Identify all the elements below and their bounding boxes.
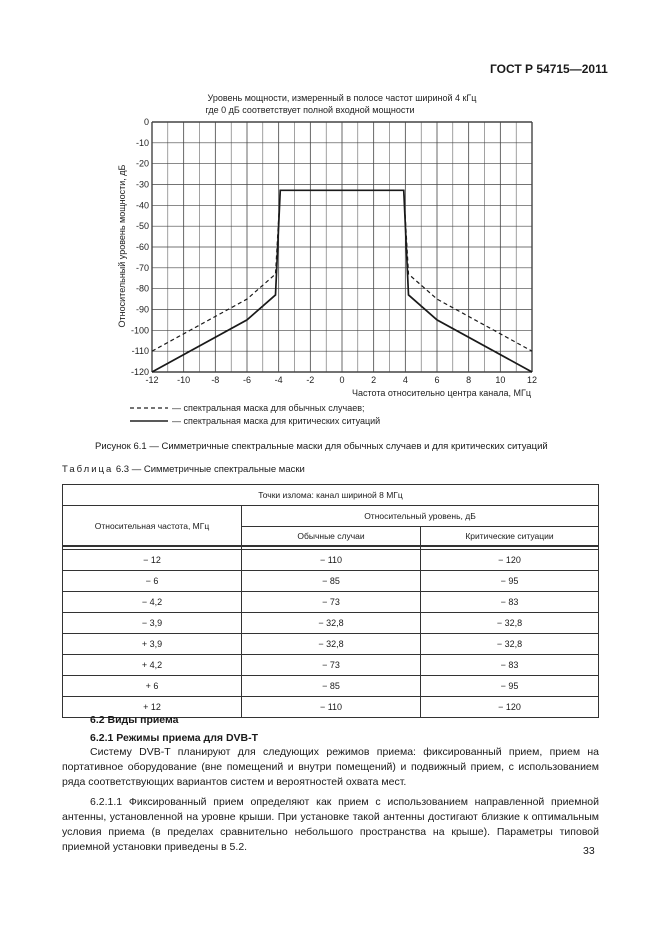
table-row: [63, 613, 599, 634]
y-tick-label: -70: [135, 262, 149, 273]
y-tick-label: -40: [135, 200, 149, 211]
x-tick-label: -8: [211, 375, 220, 385]
col-header-critical: Критические ситуации: [421, 527, 599, 547]
table-cell-freq: + 6: [63, 676, 242, 697]
x-tick-label: 12: [526, 375, 538, 385]
table-title-prefix: Таблица: [62, 464, 114, 475]
y-tick-label: -60: [135, 242, 149, 252]
x-tick-label: -2: [306, 375, 315, 385]
y-tick-label: -110: [131, 346, 149, 357]
table-row: [63, 655, 599, 676]
table-cell-critical: − 95: [421, 676, 599, 697]
paragraph-2: [62, 795, 599, 855]
table-cell-normal: − 32,8: [242, 634, 421, 655]
table-cell-freq: − 6: [63, 571, 242, 592]
table-cell-normal: − 73: [242, 655, 421, 676]
y-tick-label: -80: [135, 283, 149, 294]
x-tick-label: 10: [495, 375, 506, 385]
table-top-header: Точки излома: канал шириной 8 МГц: [63, 485, 599, 506]
table-cell-normal: − 85: [242, 676, 421, 697]
y-tick-label: -10: [135, 137, 149, 148]
col-header-level: Относительный уровень, дБ: [242, 506, 599, 527]
y-axis-label: Относительный уровень мощности, дБ: [117, 164, 127, 328]
col-header-normal: Обычные случаи: [242, 527, 421, 547]
table-cell-normal: − 32,8: [242, 613, 421, 634]
table-row: [63, 550, 599, 571]
y-tick-label: 0: [143, 117, 149, 127]
paragraph-1-text: Систему DVB-T планируют для следующих режимов приема: фиксированный прием, прием на портативное оборудование (вне помещений и внутри помещений) и подвижный прием, с использованием ряда соответствующих вариантов систем и вероятностей охвата мест.: [62, 746, 599, 788]
table-row: [63, 592, 599, 613]
legend-label-critical: — спектральная маска для критических ситуаций: [172, 416, 381, 426]
table-cell-critical: − 83: [421, 655, 599, 676]
x-tick-label: 2: [371, 375, 377, 385]
y-tick-label: -120: [130, 367, 149, 377]
chart-title-line-1: Уровень мощности, измеренный в полосе частот шириной 4 кГц: [207, 93, 477, 103]
y-tick-label: -20: [135, 158, 149, 169]
paragraph-2-text: 6.2.1.1 Фиксированный прием определяют как прием с использованием направленной приемной антенны, установленной на уровне крыши. При установке такой антенны достигают близкие к оптимальным условия приема (в пределах сравнительно небольшого пространства на крыше). Параметры типовой приемной установки приведены в 5.2.: [62, 796, 599, 853]
spectral-mask-chart: [0, 0, 661, 440]
x-tick-labels: [145, 375, 537, 385]
table-cell-critical: − 120: [421, 697, 599, 718]
table-cell-normal: − 85: [242, 571, 421, 592]
section-heading-6-2-1: 6.2.1 Режимы приема для DVB-T: [90, 732, 259, 744]
x-tick-label: -6: [242, 375, 252, 385]
table-cell-freq: − 12: [63, 550, 242, 571]
table-cell-freq: + 3,9: [63, 634, 242, 655]
x-tick-label: 6: [434, 375, 440, 385]
x-tick-label: 4: [402, 375, 408, 385]
table-cell-critical: − 83: [421, 592, 599, 613]
table-cell-freq: + 12: [63, 697, 242, 718]
table-cell-critical: − 95: [421, 571, 599, 592]
table-cell-freq: − 3,9: [63, 613, 242, 634]
chart-legend: [130, 403, 380, 426]
table-row: [63, 634, 599, 655]
chart-grid: [152, 122, 532, 372]
table-title: [62, 464, 305, 475]
x-tick-label: -10: [177, 375, 191, 385]
table-cell-critical: − 32,8: [421, 613, 599, 634]
table-cell-normal: − 73: [242, 592, 421, 613]
table-cell-normal: − 110: [242, 550, 421, 571]
table-cell-critical: − 120: [421, 550, 599, 571]
legend-label-normal: — спектральная маска для обычных случаев;: [172, 403, 365, 413]
table-row: [63, 571, 599, 592]
table-cell-freq: − 4,2: [63, 592, 242, 613]
section-heading-6-2: 6.2 Виды приема: [90, 714, 179, 726]
x-axis-label: Частота относительно центра канала, МГц: [352, 388, 531, 398]
page-number: 33: [583, 845, 595, 857]
x-tick-label: -12: [145, 375, 159, 385]
col-header-frequency: Относительная частота, МГц: [63, 506, 242, 547]
x-tick-label: 0: [339, 375, 345, 385]
table-body: [63, 546, 599, 718]
table-header-row: [63, 506, 599, 527]
table-cell-freq: + 4,2: [63, 655, 242, 676]
table-cell-critical: − 32,8: [421, 634, 599, 655]
table-header-row: [63, 485, 599, 506]
paragraph-1: [62, 745, 599, 790]
standard-header: ГОСТ Р 54715—2011: [490, 62, 608, 76]
y-tick-label: -50: [135, 221, 149, 232]
figure-caption: Рисунок 6.1 — Симметричные спектральные маски для обычных случаев и для критических ситуаций: [95, 441, 548, 452]
x-tick-label: -4: [274, 375, 283, 385]
spectral-mask-table: [62, 484, 599, 718]
table-row: [63, 676, 599, 697]
chart-title-line-2: где 0 дБ соответствует полной входной мощности: [205, 105, 415, 115]
y-tick-label: -100: [130, 325, 149, 336]
table-title-rest: 6.3 — Симметричные спектральные маски: [113, 464, 305, 475]
y-tick-labels: [131, 117, 149, 377]
y-tick-label: -90: [135, 304, 149, 315]
table-cell-normal: − 110: [242, 697, 421, 718]
x-tick-label: 8: [466, 375, 472, 385]
y-tick-label: -30: [135, 179, 149, 190]
